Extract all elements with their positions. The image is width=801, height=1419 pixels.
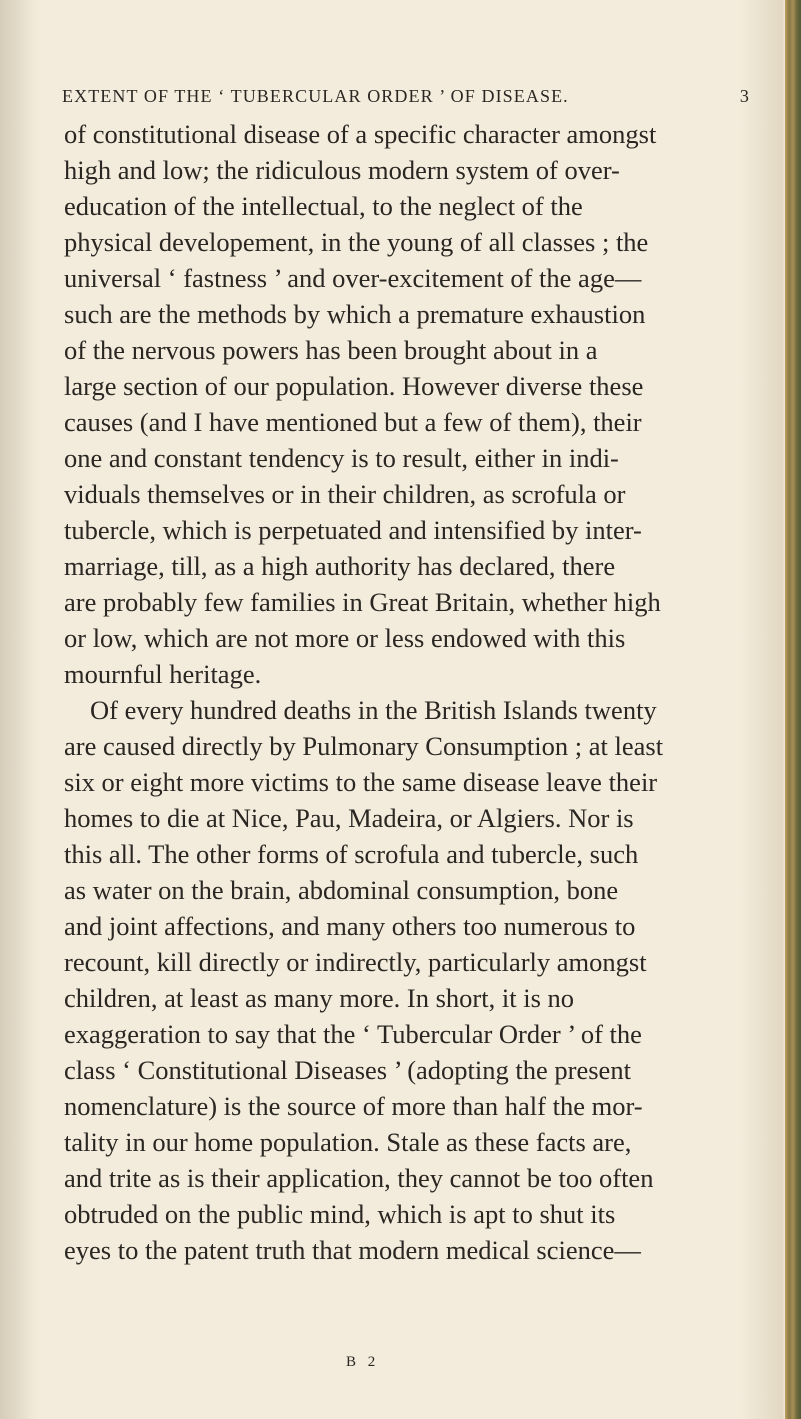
text-line: tality in our home population. Stale as these facts are, xyxy=(64,1127,632,1157)
text-line: education of the intellectual, to the neglect of the xyxy=(64,191,583,221)
text-line: obtruded on the public mind, which is apt to shut its xyxy=(64,1199,616,1229)
signature-mark: B 2 xyxy=(346,1354,380,1370)
text-line: or low, which are not more or less endowed with this xyxy=(64,623,626,653)
text-line: large section of our population. However diverse these xyxy=(64,371,644,401)
body-text xyxy=(64,116,716,1268)
text-line: of constitutional disease of a specific character amongst xyxy=(64,119,657,149)
text-line: one and constant tendency is to result, either in indi- xyxy=(64,443,619,473)
text-line: viduals themselves or in their children, as scrofula or xyxy=(64,479,626,509)
text-line: and joint affections, and many others too numerous to xyxy=(64,911,636,941)
text-line: causes (and I have mentioned but a few of them), their xyxy=(64,407,642,437)
paragraph-start-line: Of every hundred deaths in the British Islands twenty xyxy=(90,695,657,725)
page-edge xyxy=(785,0,801,1419)
text-line: nomenclature) is the source of more than half the mor- xyxy=(64,1091,643,1121)
text-line: such are the methods by which a premature exhaustion xyxy=(64,299,646,329)
text-line: tubercle, which is perpetuated and intensified by inter- xyxy=(64,515,642,545)
text-line: universal ‘ fastness ’ and over-excitement of the age— xyxy=(64,263,642,293)
text-line: marriage, till, as a high authority has declared, there xyxy=(64,551,616,581)
text-line: mournful heritage. xyxy=(64,659,262,689)
gutter-shadow xyxy=(0,0,34,1419)
text-line: recount, kill directly or indirectly, particularly amongst xyxy=(64,947,647,977)
running-head xyxy=(62,86,750,110)
text-line: physical developement, in the young of all classes ; the xyxy=(64,227,649,257)
text-line: as water on the brain, abdominal consumption, bone xyxy=(64,875,619,905)
text-line: six or eight more victims to the same disease leave their xyxy=(64,767,658,797)
text-line: and trite as is their application, they cannot be too often xyxy=(64,1163,654,1193)
text-line: homes to die at Nice, Pau, Madeira, or Algiers. Nor is xyxy=(64,803,634,833)
text-line: this all. The other forms of scrofula and tubercle, such xyxy=(64,839,639,869)
page-number: 3 xyxy=(739,86,750,106)
text-line: are caused directly by Pulmonary Consumption ; at least xyxy=(64,731,664,761)
running-head-title: EXTENT OF THE ‘ TUBERCULAR ORDER ’ OF DISEASE. xyxy=(62,86,569,106)
text-line: children, at least as many more. In short, it is no xyxy=(64,983,575,1013)
text-line: high and low; the ridiculous modern system of over- xyxy=(64,155,620,185)
text-line: of the nervous powers has been brought about in a xyxy=(64,335,598,365)
text-line: are probably few families in Great Britain, whether high xyxy=(64,587,661,617)
text-line: eyes to the patent truth that modern medical science— xyxy=(64,1235,641,1265)
text-line: exaggeration to say that the ‘ Tubercular Order ’ of the xyxy=(64,1019,642,1049)
text-line: class ‘ Constitutional Diseases ’ (adopting the present xyxy=(64,1055,631,1085)
